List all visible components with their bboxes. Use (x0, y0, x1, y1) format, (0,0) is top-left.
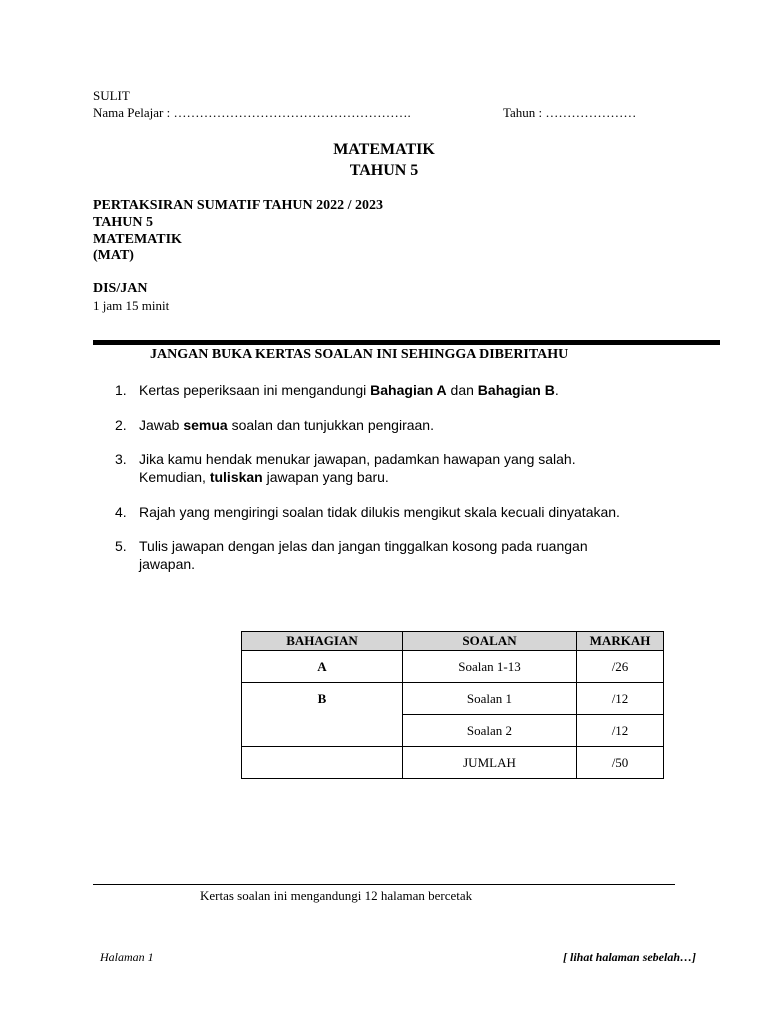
instruction-2 (115, 416, 705, 434)
instruction-text: Jawab (139, 417, 184, 433)
subject-code: (MAT) (93, 248, 134, 263)
page-number: Halaman 1 (100, 950, 154, 964)
instruction-number: 2. (115, 417, 127, 433)
instruction-number: 3. (115, 451, 127, 467)
instruction-text: jawapan yang baru. (262, 469, 389, 485)
markah-cell: /12 (577, 715, 664, 747)
instruction-number: 4. (115, 504, 127, 520)
exam-period: DIS/JAN (93, 281, 148, 296)
instruction-text: . (554, 382, 559, 398)
instruction-text: Kemudian, (139, 469, 210, 485)
table-row (242, 747, 664, 779)
assessment-title: PERTAKSIRAN SUMATIF TAHUN 2022 / 2023 (93, 198, 384, 213)
year-line: Tahun : ………………… (503, 105, 637, 120)
instruction-1 (115, 381, 705, 399)
markah-cell: /12 (577, 683, 664, 715)
header-markah: MARKAH (577, 632, 664, 651)
instruction-bold: tuliskan (209, 469, 263, 485)
bahagian-cell (242, 747, 403, 779)
instruction-number: 1. (115, 382, 127, 398)
bahagian-cell: A (242, 651, 403, 683)
marks-table (241, 631, 664, 779)
bahagian-cell (242, 715, 403, 747)
subject-title: MATEMATIK (333, 141, 435, 158)
next-page-note: [ lihat halaman sebelah…] (563, 950, 697, 964)
table-row (242, 715, 664, 747)
assessment-year: TAHUN 5 (93, 215, 154, 230)
year-title: TAHUN 5 (349, 162, 419, 179)
confidential-label: SULIT (93, 88, 130, 103)
table-row (242, 651, 664, 683)
header-bahagian: BAHAGIAN (242, 632, 403, 651)
instruction-text: Tulis jawapan dengan jelas dan jangan tinggalkan kosong pada ruangan (139, 538, 588, 554)
total-label-cell: JUMLAH (403, 747, 577, 779)
student-name-line: Nama Pelajar : ………………………………………………. (93, 105, 411, 120)
assessment-subject: MATEMATIK (93, 232, 182, 247)
markah-cell: /26 (577, 651, 664, 683)
do-not-open-warning: JANGAN BUKA KERTAS SOALAN INI SEHINGGA DIBERITAHU (150, 347, 569, 362)
instruction-text: dan (446, 382, 478, 398)
exam-duration: 1 jam 15 minit (93, 298, 170, 313)
bahagian-cell: B (242, 683, 403, 715)
footer-divider (93, 884, 675, 885)
instruction-text: Jika kamu hendak menukar jawapan, padamkan hawapan yang salah. (139, 451, 576, 467)
heavy-divider (93, 340, 720, 345)
instruction-text: soalan dan tunjukkan pengiraan. (227, 417, 434, 433)
instruction-3 (115, 450, 705, 486)
instruction-5 (115, 537, 705, 573)
instruction-bold: Bahagian A (370, 382, 447, 398)
page-count-note: Kertas soalan ini mengandungi 12 halaman bercetak (200, 888, 473, 903)
soalan-cell: Soalan 1 (403, 683, 577, 715)
instruction-text: Kertas peperiksaan ini mengandungi (139, 382, 371, 398)
instruction-bold: Bahagian B (477, 382, 555, 398)
table-row (242, 683, 664, 715)
instruction-text: Rajah yang mengiringi soalan tidak dilukis mengikut skala kecuali dinyatakan. (139, 504, 620, 520)
soalan-cell: Soalan 2 (403, 715, 577, 747)
instruction-4 (115, 503, 705, 521)
instruction-bold: semua (183, 417, 228, 433)
soalan-cell: Soalan 1-13 (403, 651, 577, 683)
table-header-row (242, 632, 664, 651)
instruction-number: 5. (115, 538, 127, 554)
instruction-text: jawapan. (139, 556, 196, 572)
header-soalan: SOALAN (403, 632, 577, 651)
total-markah-cell: /50 (577, 747, 664, 779)
